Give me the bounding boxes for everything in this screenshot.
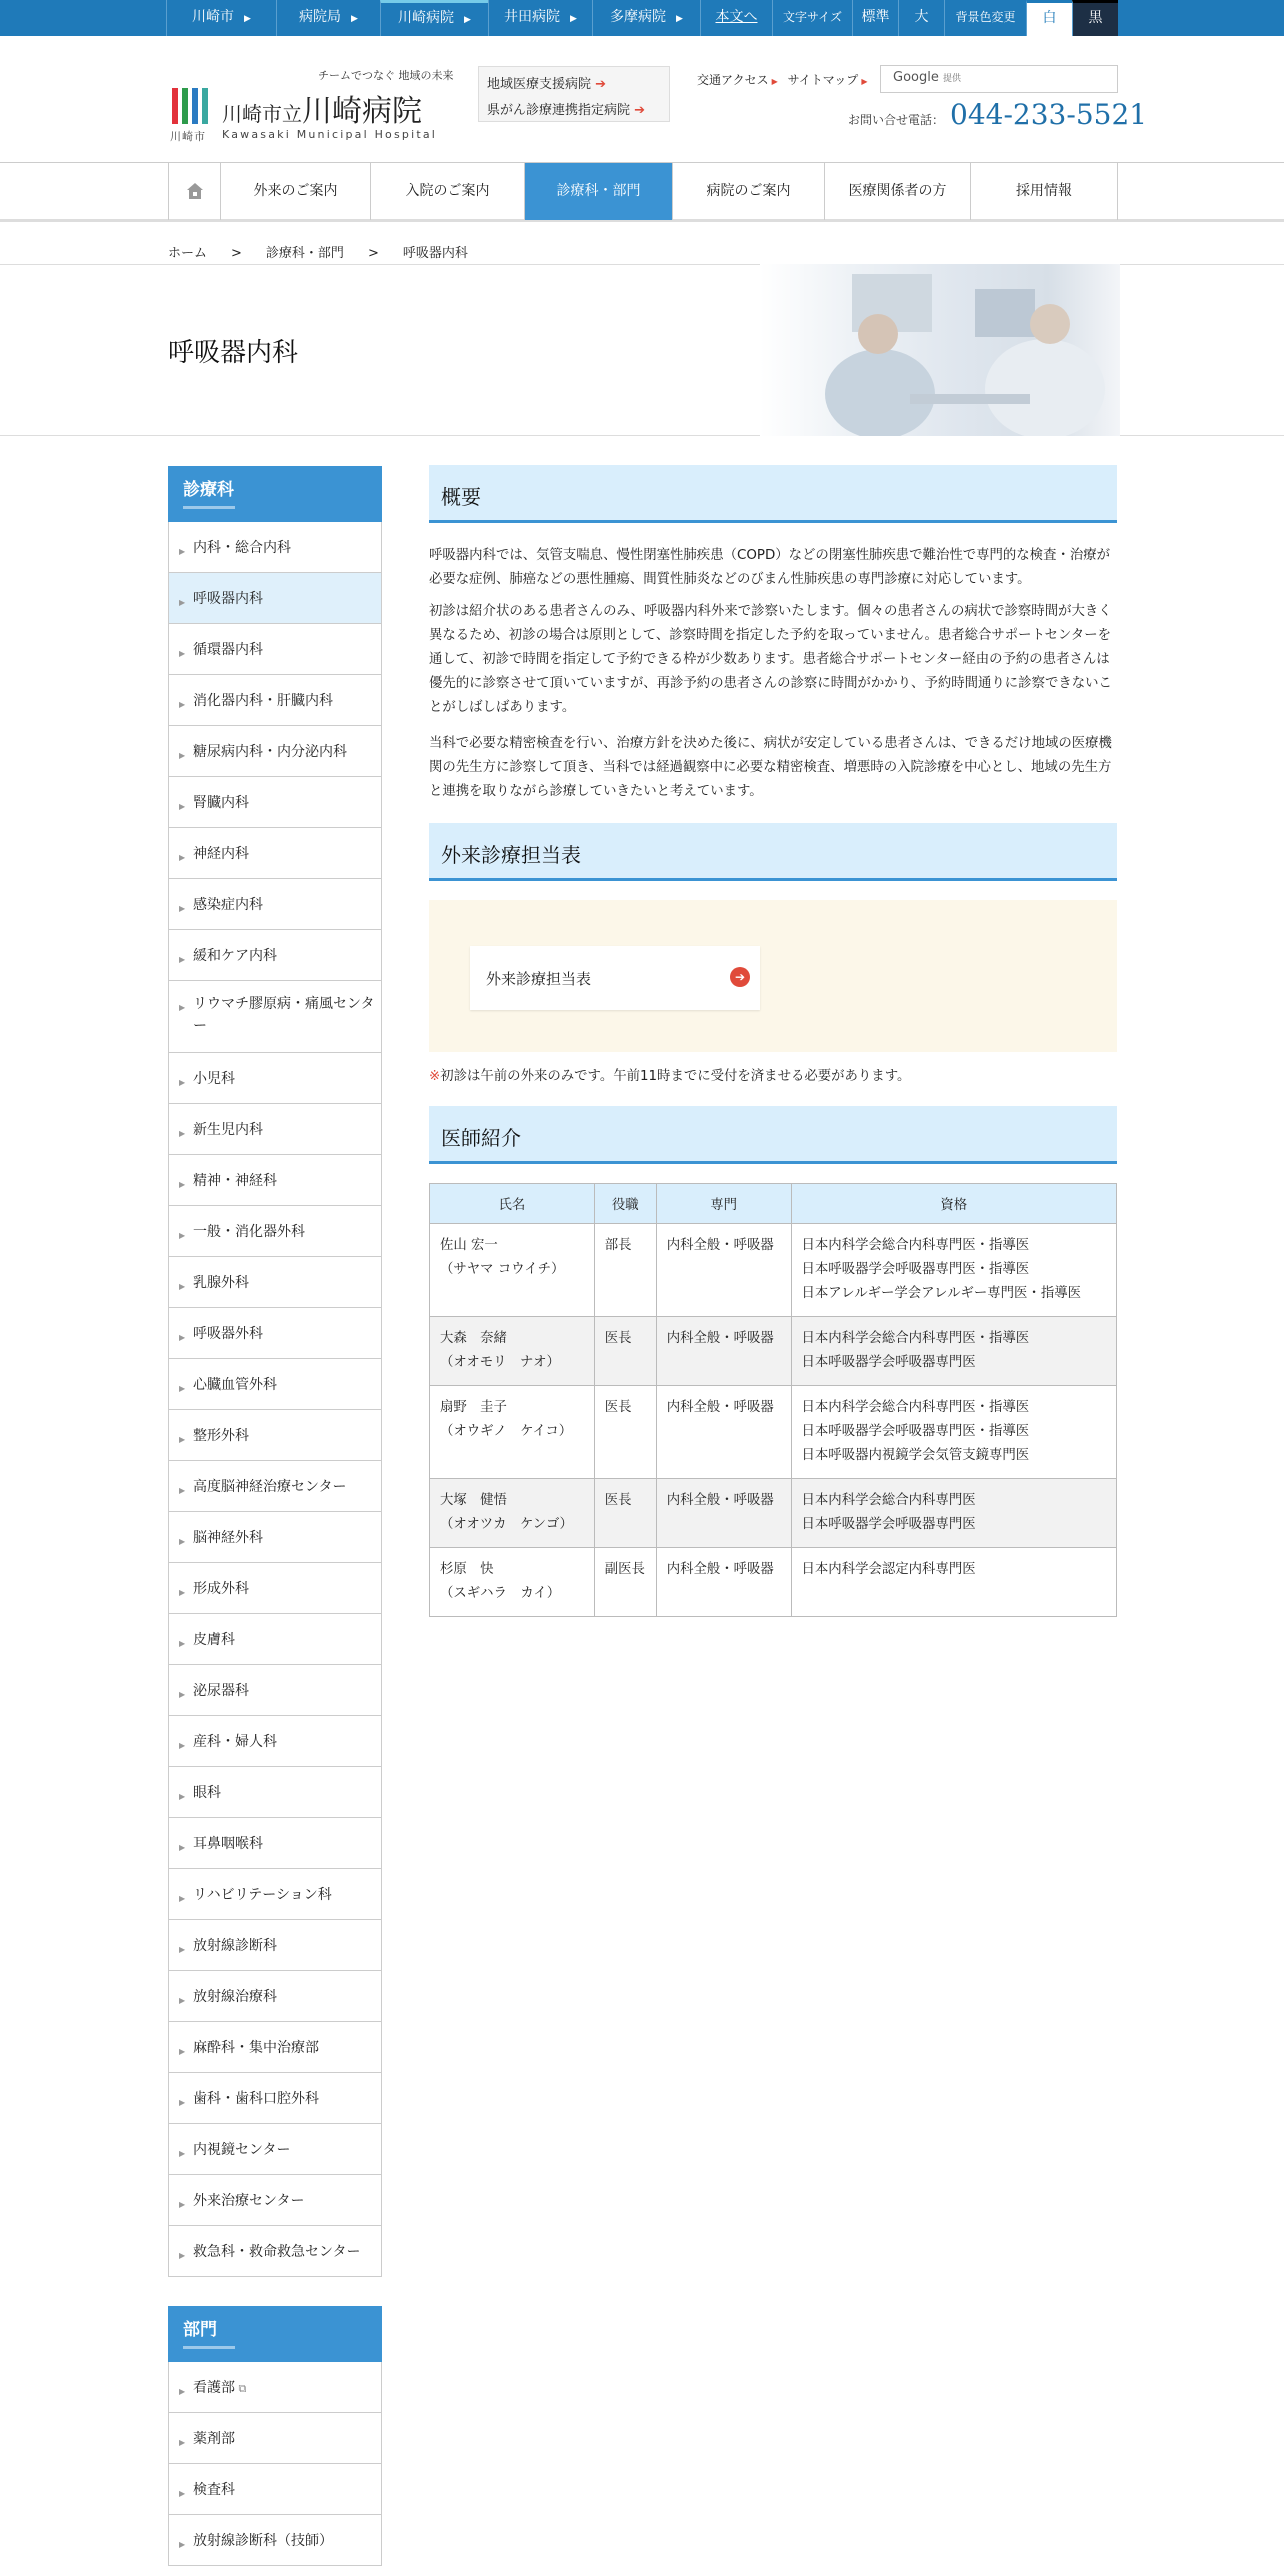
sidebar-item-label: 循環器内科	[193, 642, 263, 658]
site-logo[interactable]: 川崎市立川崎病院	[222, 94, 422, 129]
doctor-name: 杉原 快	[440, 1562, 494, 1577]
bg-black-button[interactable]: 黒	[1072, 0, 1118, 36]
qualification-item: 日本内科学会総合内科専門医・指導医	[801, 1238, 1030, 1253]
badge-cancer-link[interactable]: 県がん診療連携指定病院 ➔	[487, 103, 646, 118]
qualification-item: 日本内科学会総合内科専門医・指導医	[801, 1331, 1030, 1346]
sidebar-item-label: 一般・消化器外科	[193, 1224, 305, 1240]
doctor-name-cell	[430, 1386, 595, 1479]
triangle-right-icon: ▶	[179, 2251, 186, 2260]
table-row	[430, 1317, 1117, 1386]
opd-note: ※初診は午前の外来のみです。午前11時までに受付を済ませる必要があります。	[429, 1069, 911, 1084]
topbar-link-kawasaki-city[interactable]: 川崎市 ▶	[166, 0, 276, 36]
sidebar-item-label: 糖尿病内科・内分泌内科	[193, 744, 347, 760]
triangle-right-icon: ▶	[179, 1333, 186, 1342]
sitemap-link[interactable]: サイトマップ	[787, 73, 859, 87]
sidebar-item-label: 腎臓内科	[193, 795, 249, 811]
triangle-right-icon: ▶	[179, 598, 186, 607]
triangle-right-icon: ▶	[179, 1639, 186, 1648]
sidebar-item-label: 小児科	[193, 1071, 235, 1087]
doctor-kana: （サヤマ コウイチ）	[440, 1262, 565, 1277]
header-photo	[760, 264, 1120, 436]
font-standard-button[interactable]: 標準	[852, 0, 898, 36]
sidebar-item-label: 整形外科	[193, 1428, 249, 1444]
sidebar-item[interactable]	[168, 522, 382, 573]
nav-about-hospital[interactable]: 病院のご案内	[672, 163, 824, 220]
sidebar-item-label: 救急科・救命救急センター	[193, 2244, 361, 2260]
nav-departments[interactable]: 診療科・部門	[524, 163, 672, 220]
doctor-qualifications	[791, 1224, 1116, 1317]
sidebar-item[interactable]	[168, 2073, 382, 2124]
sidebar-item[interactable]	[168, 1767, 382, 1818]
opd-schedule-button[interactable]: 外来診療担当表	[470, 946, 760, 1010]
section-heading-doctors: 医師紹介	[429, 1106, 1117, 1164]
external-link-icon: ⧉	[235, 2382, 247, 2395]
section-heading-overview: 概要	[429, 465, 1117, 523]
sidebar-division-item[interactable]	[168, 2362, 382, 2413]
qualification-item: 日本内科学会認定内科専門医	[801, 1562, 976, 1577]
triangle-right-icon: ▶	[179, 1003, 186, 1012]
triangle-right-icon: ▶	[179, 1894, 186, 1903]
doctor-name-cell	[430, 1548, 595, 1617]
overview-paragraph-2: 初診は紹介状のある患者さんのみ、呼吸器内科外来で診察いたします。個々の患者さんの病状で診察時間が大きく異なるため、初診の場合は原則として、診察時間を指定した予約を取っていません。患者総合サポートセンターを通して、初診で時間を指定して予約できる枠が少数あります。患者総合サポートセンター経由の予約の患者さんは優先的に診察させて頂いていますが、再診予約の患者さんの診察に時間がかかり、予約時間通りに診察できないことがしばしばあります。	[429, 604, 1112, 715]
doctor-role: 医長	[594, 1386, 656, 1479]
qualification-item: 日本アレルギー学会アレルギー専門医・指導医	[801, 1286, 1081, 1301]
triangle-right-icon: ▶	[179, 547, 186, 556]
col-header-role: 役職	[594, 1184, 656, 1224]
sidebar-item-label: 心臓血管外科	[193, 1377, 277, 1393]
logo-english: Kawasaki Municipal Hospital	[222, 128, 438, 141]
sidebar-item[interactable]	[168, 981, 382, 1053]
sidebar-item[interactable]	[168, 1869, 382, 1920]
doctor-kana: （スギハラ カイ）	[440, 1586, 561, 1601]
doctor-kana: （オオツカ ケンゴ）	[440, 1517, 573, 1532]
sidebar-item-label: 内科・総合内科	[193, 540, 291, 556]
sidebar-item[interactable]	[168, 1563, 382, 1614]
triangle-right-icon: ▶	[179, 1180, 186, 1189]
triangle-right-icon: ▶	[179, 2200, 186, 2209]
topbar-link-hospital-bureau[interactable]: 病院局 ▶	[276, 0, 380, 36]
triangle-right-icon: ▶	[179, 2540, 186, 2549]
sidebar-item[interactable]	[168, 2175, 382, 2226]
topbar-link-kawasaki-hospital[interactable]: 川崎病院 ▶	[380, 0, 488, 36]
sidebar-item-label: 乳腺外科	[193, 1275, 249, 1291]
doctor-name-cell	[430, 1479, 595, 1548]
section-heading-opd: 外来診療担当表	[429, 823, 1117, 881]
sidebar-item-label: 内視鏡センター	[193, 2142, 291, 2158]
sidebar-item-label: 泌尿器科	[193, 1683, 249, 1699]
triangle-right-icon: ▶	[179, 853, 186, 862]
sidebar-item-label: 産科・婦人科	[193, 1734, 277, 1750]
triangle-right-icon: ▶	[179, 649, 186, 658]
triangle-right-icon: ▶	[179, 2149, 186, 2158]
phone-number[interactable]: 044-233-5521	[950, 98, 1148, 131]
sidebar-item[interactable]	[168, 879, 382, 930]
qualification-item: 日本呼吸器学会呼吸器専門医・指導医	[801, 1424, 1030, 1439]
doctor-specialty: 内科全般・呼吸器	[656, 1386, 791, 1479]
sidebar-item[interactable]	[168, 777, 382, 828]
skip-to-content-link[interactable]: 本文へ	[700, 0, 772, 36]
doctor-specialty: 内科全般・呼吸器	[656, 1317, 791, 1386]
sidebar-item-label: 麻酔科・集中治療部	[193, 2040, 319, 2056]
sidebar-item-label: 放射線治療科	[193, 1989, 277, 2005]
sidebar-item-label: 歯科・歯科口腔外科	[193, 2091, 319, 2107]
sidebar-item[interactable]	[168, 573, 382, 624]
arrow-right-icon: ➔	[634, 103, 646, 118]
sidebar-item[interactable]	[168, 1155, 382, 1206]
sidebar-item[interactable]	[168, 1971, 382, 2022]
sidebar-item-label: 感染症内科	[193, 897, 263, 913]
sidebar-item[interactable]	[168, 1920, 382, 1971]
triangle-right-icon: ▶	[179, 2047, 186, 2056]
sidebar-item-label: 皮膚科	[193, 1632, 235, 1648]
triangle-right-icon: ▶	[179, 2489, 186, 2498]
sidebar-division-item[interactable]	[168, 2515, 382, 2566]
nav-medical-professionals[interactable]: 医療関係者の方	[824, 163, 970, 220]
triangle-right-icon: ▶	[179, 1843, 186, 1852]
sidebar-item[interactable]	[168, 624, 382, 675]
hospital-designation-box	[478, 66, 670, 122]
triangle-right-icon: ▶	[179, 2438, 186, 2447]
doctor-qualifications	[791, 1386, 1116, 1479]
sidebar-item[interactable]	[168, 675, 382, 726]
font-size-label: 文字サイズ	[772, 0, 852, 36]
qualification-item: 日本内科学会総合内科専門医	[801, 1493, 976, 1508]
topbar-link-tama-hospital[interactable]: 多摩病院 ▶	[592, 0, 700, 36]
sidebar-item-label: 緩和ケア内科	[193, 948, 277, 964]
qualification-item: 日本内科学会総合内科専門医・指導医	[801, 1400, 1030, 1415]
col-header-qualifications: 資格	[791, 1184, 1116, 1224]
qualification-item: 日本呼吸器学会呼吸器専門医	[801, 1517, 976, 1532]
nav-recruitment[interactable]: 採用情報	[970, 163, 1118, 220]
doctor-qualifications	[791, 1548, 1116, 1617]
doctor-specialty: 内科全般・呼吸器	[656, 1224, 791, 1317]
triangle-right-icon: ▶	[179, 1588, 186, 1597]
doctor-kana: （オウギノ ケイコ）	[440, 1424, 573, 1439]
table-row	[430, 1224, 1117, 1317]
sidebar-item[interactable]	[168, 1359, 382, 1410]
triangle-right-icon: ▶	[179, 802, 186, 811]
triangle-right-icon: ▶	[179, 1486, 186, 1495]
doctor-specialty: 内科全般・呼吸器	[656, 1479, 791, 1548]
utility-links: 交通アクセス ▶ サイトマップ ▶	[697, 73, 868, 87]
table-row	[430, 1479, 1117, 1548]
triangle-right-icon: ▶	[179, 1537, 186, 1546]
sidebar-item-label: 放射線診断科（技師）	[193, 2533, 333, 2549]
sidebar-item[interactable]	[168, 1257, 382, 1308]
nav-home-button[interactable]	[168, 163, 220, 220]
sidebar-item[interactable]	[168, 1512, 382, 1563]
sidebar-item-label: 外来治療センター	[193, 2193, 305, 2209]
medical-consultation-image	[760, 264, 1120, 436]
doctor-name-cell	[430, 1224, 595, 1317]
doctor-name-cell	[430, 1317, 595, 1386]
triangle-right-icon: ▶	[179, 1996, 186, 2005]
sidebar-item-label: 看護部	[193, 2380, 235, 2396]
sidebar-item-label: 呼吸器外科	[193, 1326, 263, 1342]
phone-contact: お問い合せ電話： 044-233-5521	[848, 98, 1148, 131]
nav-inpatient[interactable]: 入院のご案内	[370, 163, 524, 220]
doctor-name: 大森 奈緒	[440, 1331, 507, 1346]
sidebar-item-label: 眼科	[193, 1785, 221, 1801]
doctor-specialty: 内科全般・呼吸器	[656, 1548, 791, 1617]
table-row	[430, 1548, 1117, 1617]
logo-city: 川崎市	[170, 130, 206, 143]
triangle-right-icon: ▶	[179, 2387, 186, 2396]
access-link[interactable]: 交通アクセス	[697, 73, 769, 87]
page-title: 呼吸器内科	[168, 338, 299, 368]
bg-white-button[interactable]: 白	[1026, 0, 1072, 36]
triangle-right-icon: ▶	[179, 904, 186, 913]
overview-paragraph-3: 当科で必要な精密検査を行い、治療方針を決めた後に、病状が安定している患者さんは、できるだけ地域の医療機関の先生方に診察して頂き、当科では経過観察中に必要な精密検査、増悪時の入院診療を中心とし、地域の先生方と連携を取りながら診療していきたいと考えています。	[429, 736, 1112, 799]
sidebar-item-label: 薬剤部	[193, 2431, 235, 2447]
sidebar-item[interactable]	[168, 1053, 382, 1104]
sidebar-item[interactable]	[168, 1614, 382, 1665]
sidebar-heading-divisions: 部門	[168, 2306, 382, 2362]
sidebar-item-label: リハビリテーション科	[193, 1887, 332, 1903]
sidebar-item[interactable]	[168, 726, 382, 777]
overview-paragraph-1: 呼吸器内科では、気管支喘息、慢性閉塞性肺疾患（COPD）などの閉塞性肺疾患で難治性で専門的な検査・治療が必要な症例、肺癌などの悪性腫瘍、間質性肺炎などのびまん性肺疾患の専門診療に対応しています。	[429, 548, 1111, 587]
sidebar-item-label: 放射線診断科	[193, 1938, 277, 1954]
triangle-right-icon: ▶	[179, 1945, 186, 1954]
triangle-right-icon: ▶	[179, 2098, 186, 2107]
doctors-table	[429, 1183, 1117, 1617]
sidebar-item[interactable]	[168, 1461, 382, 1512]
doctor-kana: （オオモリ ナオ）	[440, 1355, 560, 1370]
triangle-right-icon: ▶	[179, 1231, 186, 1240]
main-nav	[0, 162, 1284, 222]
sidebar-item-label: 検査科	[193, 2482, 235, 2498]
doctor-qualifications	[791, 1317, 1116, 1386]
nav-outpatient[interactable]: 外来のご案内	[220, 163, 370, 220]
qualification-item: 日本呼吸器学会呼吸器専門医	[801, 1355, 976, 1370]
sidebar-item[interactable]	[168, 1818, 382, 1869]
sidebar-item-label: 脳神経外科	[193, 1530, 263, 1546]
logo-tagline: チームでつなぐ 地域の未来	[318, 69, 454, 82]
topbar-link-ida-hospital[interactable]: 井田病院 ▶	[488, 0, 592, 36]
triangle-right-icon: ▶	[179, 700, 186, 709]
sidebar-item[interactable]	[168, 828, 382, 879]
top-bar	[0, 0, 1284, 36]
sidebar-item[interactable]	[168, 1206, 382, 1257]
sidebar-item-label: 形成外科	[193, 1581, 249, 1597]
bg-color-label: 背景色変更	[944, 0, 1026, 36]
triangle-right-icon: ▶	[179, 1384, 186, 1393]
sidebar-heading-departments: 診療科	[168, 466, 382, 522]
sidebar-item-label: 消化器内科・肝臓内科	[193, 693, 333, 709]
sidebar-item-label: 新生児内科	[193, 1122, 263, 1138]
breadcrumb-current: 呼吸器内科	[402, 246, 468, 261]
sidebar-item[interactable]	[168, 2022, 382, 2073]
home-icon	[185, 181, 205, 201]
table-row	[430, 1386, 1117, 1479]
badge-regional-support-link[interactable]: 地域医療支援病院 ➔	[487, 77, 607, 92]
google-logo: Google	[893, 70, 939, 85]
arrow-right-icon: ➔	[595, 77, 607, 92]
sidebar-item-label: リウマチ膠原病・痛風センター	[193, 996, 375, 1034]
triangle-right-icon: ▶	[179, 1282, 186, 1291]
triangle-right-icon: ▶	[179, 955, 186, 964]
font-large-button[interactable]: 大	[898, 0, 944, 36]
search-input[interactable]: Google 提供	[880, 65, 1118, 93]
col-header-name: 氏名	[430, 1184, 595, 1224]
doctor-role: 副医長	[594, 1548, 656, 1617]
triangle-right-icon: ▶	[179, 1690, 186, 1699]
breadcrumb-home[interactable]: ホーム	[168, 246, 208, 261]
sidebar-division-item[interactable]	[168, 2413, 382, 2464]
doctor-name: 扇野 圭子	[440, 1400, 507, 1415]
doctor-role: 部長	[594, 1224, 656, 1317]
sidebar-division-item[interactable]	[168, 2464, 382, 2515]
sidebar-item[interactable]	[168, 2226, 382, 2277]
triangle-right-icon: ▶	[179, 1078, 186, 1087]
doctor-role: 医長	[594, 1479, 656, 1548]
doctor-role: 医長	[594, 1317, 656, 1386]
arrow-circle-icon: ➔	[730, 967, 750, 987]
sidebar-item-label: 高度脳神経治療センター	[193, 1479, 347, 1495]
triangle-right-icon: ▶	[179, 1435, 186, 1444]
triangle-right-icon: ▶	[179, 1792, 186, 1801]
triangle-right-icon: ▶	[179, 751, 186, 760]
qualification-item: 日本呼吸器内視鏡学会気管支鏡専門医	[801, 1448, 1030, 1463]
sidebar-item[interactable]	[168, 1665, 382, 1716]
sidebar-item[interactable]	[168, 930, 382, 981]
sidebar-item[interactable]	[168, 1308, 382, 1359]
sidebar-item-label: 耳鼻咽喉科	[193, 1836, 263, 1852]
sidebar-item[interactable]	[168, 1410, 382, 1461]
qualification-item: 日本呼吸器学会呼吸器専門医・指導医	[801, 1262, 1030, 1277]
sidebar-item-label: 精神・神経科	[193, 1173, 277, 1189]
sidebar-item-label: 神経内科	[193, 846, 249, 862]
triangle-right-icon: ▶	[179, 1129, 186, 1138]
col-header-specialty: 専門	[656, 1184, 791, 1224]
sidebar-item[interactable]	[168, 1104, 382, 1155]
doctor-qualifications	[791, 1479, 1116, 1548]
breadcrumb: ホーム > 診療科・部門 > 呼吸器内科	[168, 246, 468, 261]
logo-mark	[172, 88, 212, 124]
sidebar-item-label: 呼吸器内科	[193, 591, 263, 607]
doctor-name: 佐山 宏一	[440, 1238, 498, 1253]
sidebar-item[interactable]	[168, 2124, 382, 2175]
breadcrumb-departments[interactable]: 診療科・部門	[265, 246, 344, 261]
triangle-right-icon: ▶	[179, 1741, 186, 1750]
sidebar-item[interactable]	[168, 1716, 382, 1767]
doctor-name: 大塚 健悟	[440, 1493, 507, 1508]
